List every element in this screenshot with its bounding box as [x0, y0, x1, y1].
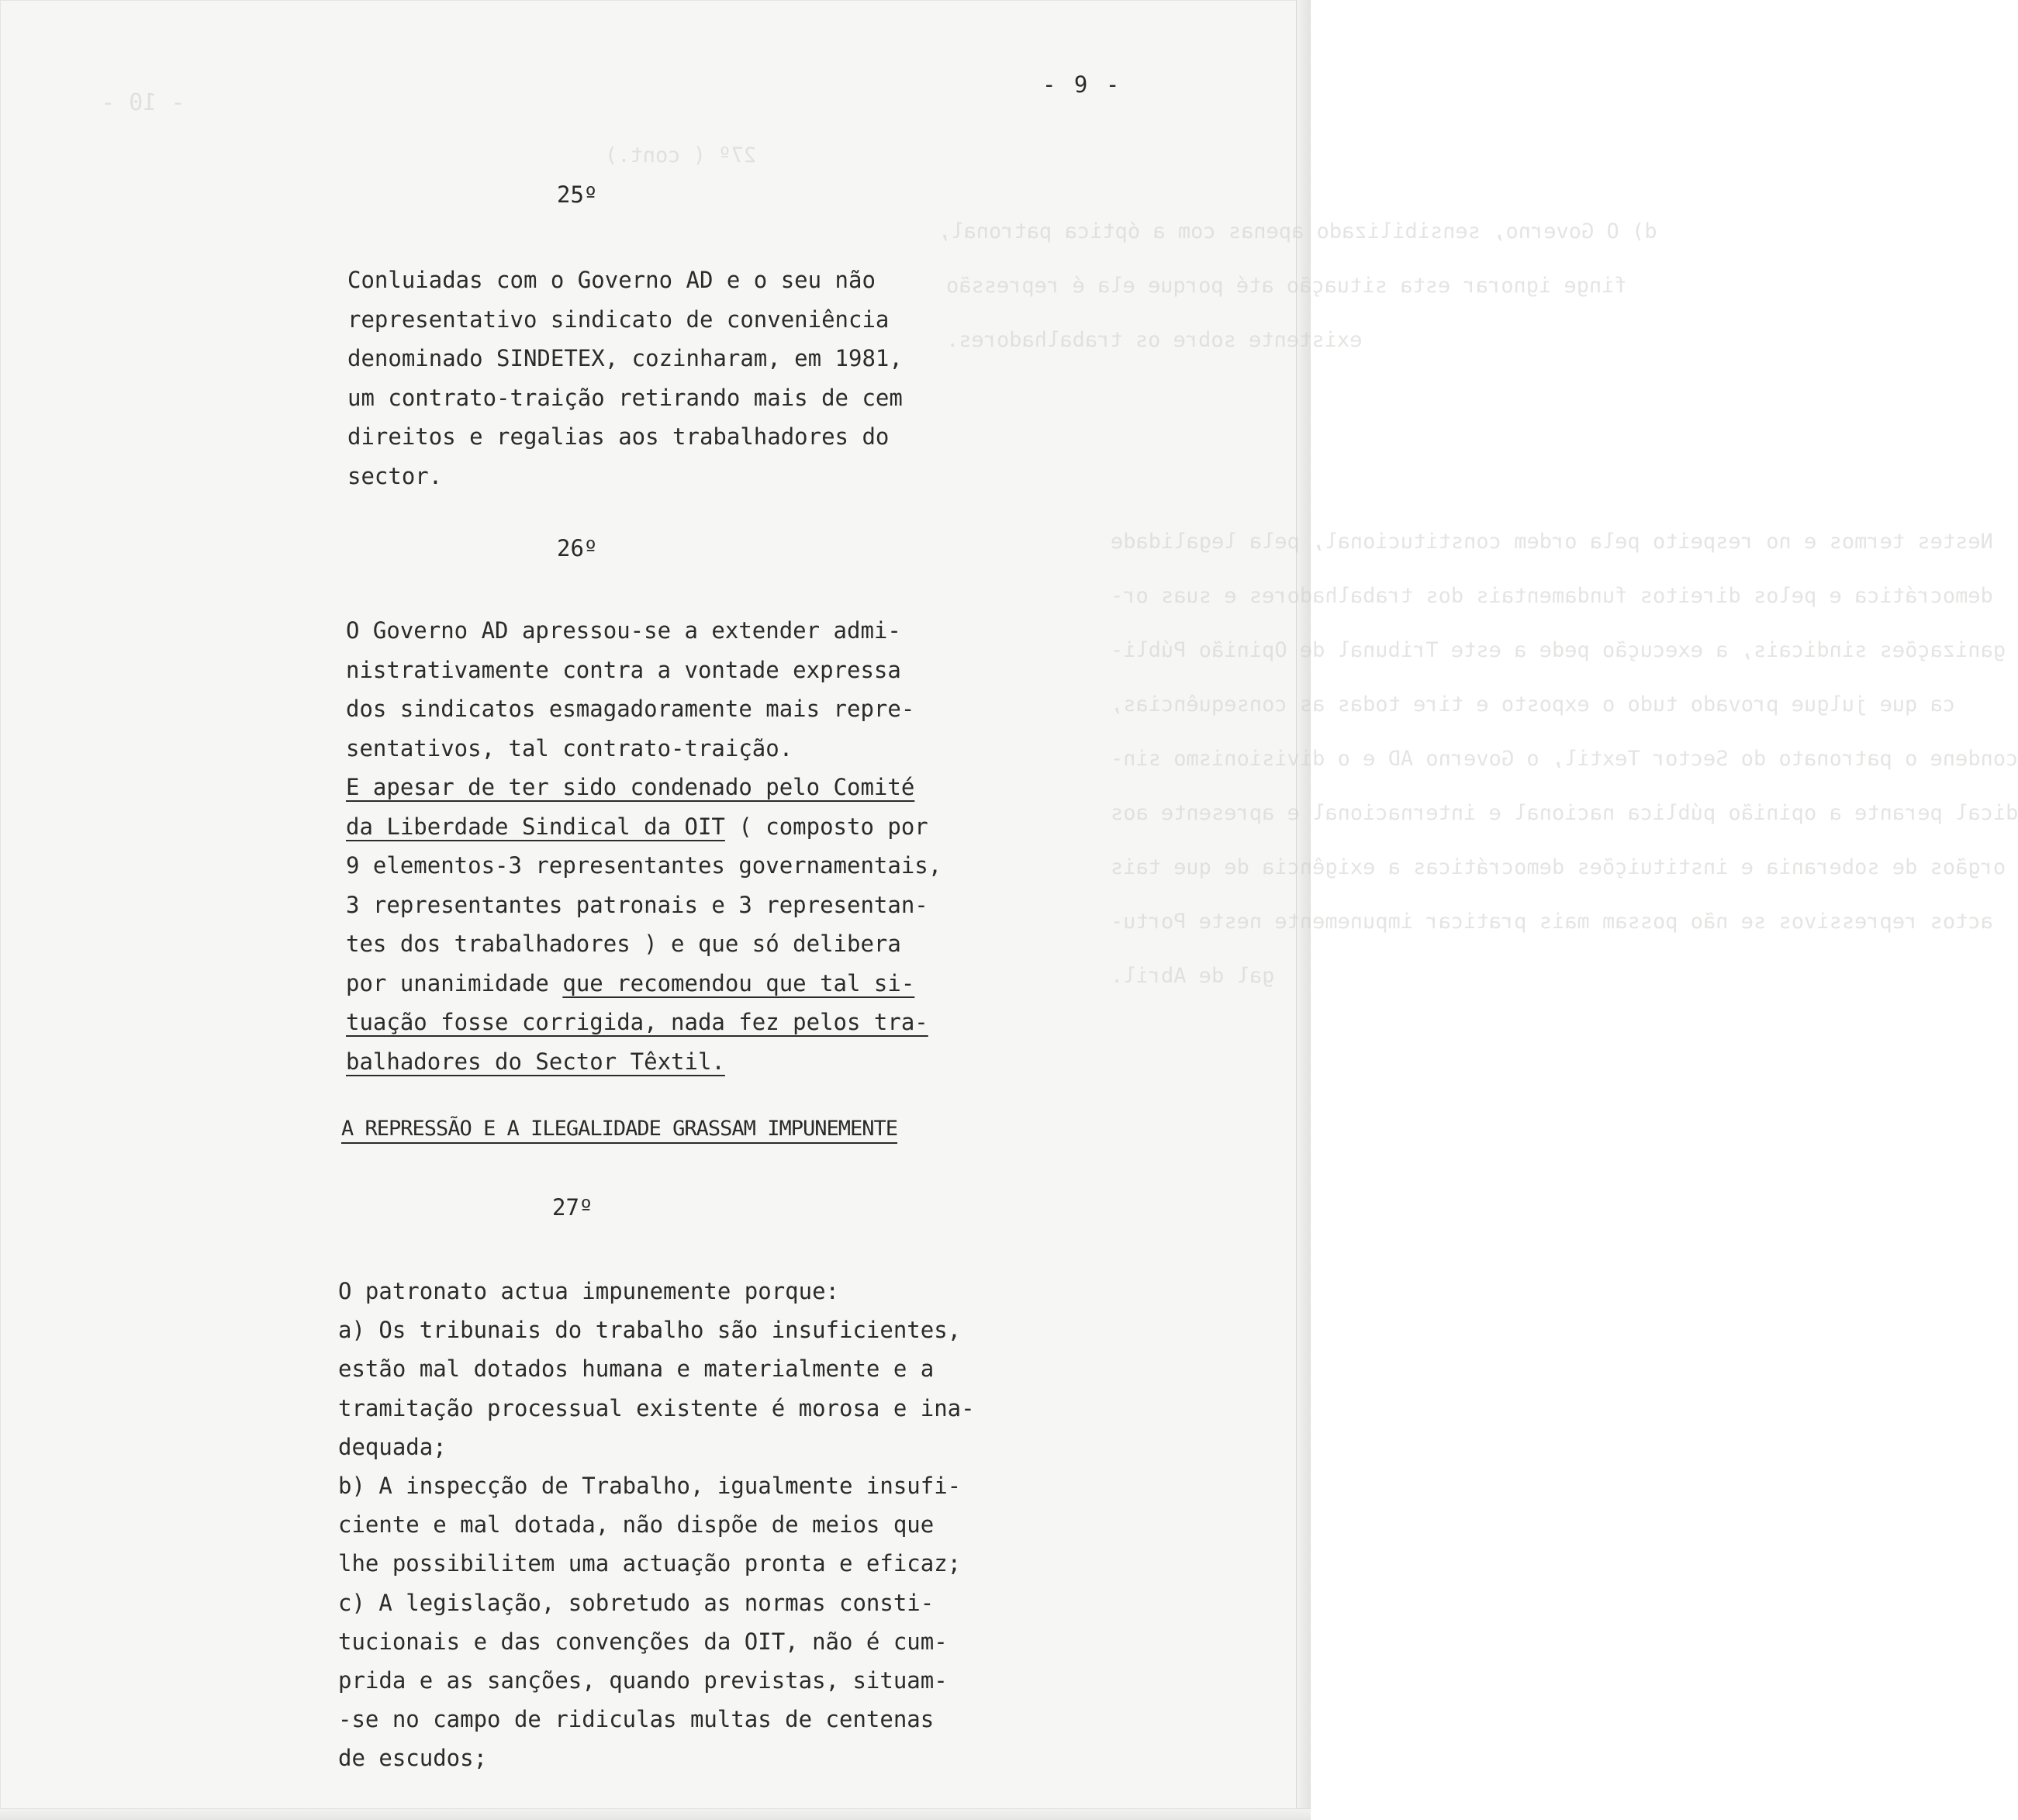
text-line: 9 elementos-3 representantes governamentais,: [346, 852, 942, 879]
text-line: ciente e mal dotada, não dispõe de meios que: [338, 1511, 935, 1539]
text-line: [346, 807, 942, 847]
bleed-through-line: gal de Abril.: [1111, 964, 1275, 988]
text-line: de escudos;: [338, 1745, 488, 1772]
text-line: tramitação processual existente é morosa e ina-: [338, 1394, 975, 1421]
underlined-phrase: da Liberdade Sindical da OIT: [346, 813, 725, 840]
bleed-through-line: condene o patronato do Sector Textil, o Governo AD e o divisionismo sin-: [1111, 747, 2018, 771]
article-26-body: [346, 611, 942, 1081]
page-number: - 9 -: [1042, 71, 1122, 98]
bleed-through-line: Nestes termos e no respeito pela ordem constitucional, pela legalidade: [1111, 530, 1993, 554]
article-27-body: [338, 1272, 975, 1778]
underlined-text-line: balhadores do Sector Têxtil.: [346, 1048, 725, 1075]
text-line: a) Os tribunais do trabalho são insuficientes,: [338, 1317, 962, 1344]
bleed-through-line: dical perante a opinião pública nacional e internacional e apresente aos: [1111, 801, 2018, 825]
text-line: c) A legislação, sobretudo as normas consti-: [338, 1589, 935, 1616]
text-line: [346, 964, 942, 1003]
text-line: sentativos, tal contrato-traição.: [346, 734, 793, 761]
bleed-through-line: existente sobre os trabalhadores.: [946, 328, 1363, 352]
text-line: lhe possibilitem uma actuação pronta e eficaz;: [338, 1550, 962, 1577]
text-line: direitos e regalias aos trabalhadores do: [347, 423, 890, 451]
text-line: denominado SINDETEX, cozinharam, em 1981,: [347, 345, 903, 372]
bleed-through-line: orgãos de soberania e instituições democráticas a exigência de que tais: [1111, 855, 2006, 879]
section-heading: A REPRESSÃO E A ILEGALIDADE GRASSAM IMPUNEMENTE: [341, 1117, 898, 1141]
text-line: Conluiadas com o Governo AD e o seu não: [347, 267, 876, 293]
underlined-phrase: que recomendou que tal si-: [562, 969, 915, 996]
text-line: um contrato-traição retirando mais de cem: [347, 384, 903, 411]
text-line: tes dos trabalhadores ) e que só delibera: [346, 931, 901, 957]
text-line: prida e as sanções, quando previstas, situam-: [338, 1667, 948, 1694]
text-line: 3 representantes patronais e 3 representan-: [346, 891, 928, 918]
text-fragment: por unanimidade: [346, 969, 563, 996]
article-number: 25º: [557, 181, 598, 208]
paper-bottom-edge: [0, 1808, 1311, 1820]
bleed-through-line: finge ignorar esta situação até porque ela é repressão: [946, 274, 1627, 298]
text-line: tucionais e das convenções da OIT, não é cum-: [338, 1628, 948, 1655]
text-line: sector.: [347, 462, 443, 489]
text-line: -se no campo de ridiculas multas de centenas: [338, 1706, 935, 1733]
text-line: O Governo AD apressou-se a extender admi-: [346, 617, 901, 644]
bleed-through-line: democrática e pelos direitos fundamentais dos trabalhadores e suas or-: [1111, 584, 1993, 608]
bleed-through-line: 27º ( cont.): [605, 143, 757, 167]
text-line: dos sindicatos esmagadoramente mais repre-: [346, 696, 915, 722]
bleed-through-line: ca que julgue provado tudo o exposto e tire todas as consequências,: [1111, 692, 1956, 717]
text-line: dequada;: [338, 1433, 447, 1460]
text-line: representativo sindicato de conveniência: [347, 306, 890, 333]
bleed-through-line: - 10 -: [101, 89, 185, 116]
article-number: 26º: [557, 535, 598, 561]
bleed-through-line: actos repressivos se não possam mais praticar impunemente neste Portu-: [1111, 910, 1993, 934]
text-line: nistrativamente contra a vontade expressa: [346, 656, 901, 683]
article-number: 27º: [552, 1194, 593, 1221]
text-line: estão mal dotados humana e materialmente e a: [338, 1356, 935, 1383]
text-fragment: ( composto por: [724, 813, 928, 840]
bleed-through-line: d) O Governo, sensibilizado apenas com a óptica patronal,: [938, 219, 1657, 243]
bleed-through-line: ganizações sindicais, a execução pede a este Tribunal de Opinião Públi-: [1111, 638, 2006, 662]
text-line: O patronato actua impunemente porque:: [338, 1278, 840, 1304]
text-line: b) A inspecção de Trabalho, igualmente insufi-: [338, 1473, 962, 1500]
underlined-text-line: E apesar de ter sido condenado pelo Comité: [346, 774, 915, 800]
underlined-text-line: tuação fosse corrigida, nada fez pelos tra-: [346, 1009, 928, 1035]
article-25-body: [347, 261, 903, 496]
